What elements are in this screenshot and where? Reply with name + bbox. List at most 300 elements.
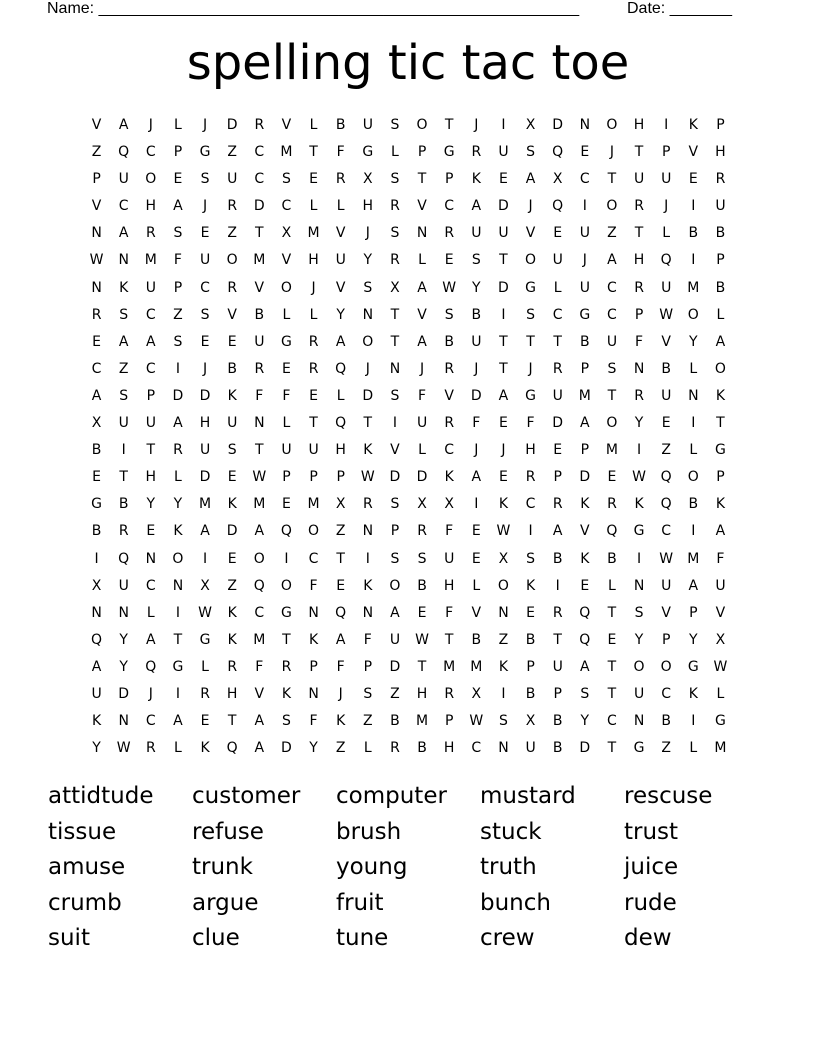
grid-letter: L bbox=[553, 279, 562, 296]
grid-letter: U bbox=[281, 442, 292, 459]
grid-letter: R bbox=[471, 144, 482, 161]
grid-letter: U bbox=[308, 442, 319, 459]
grid-letter: I bbox=[175, 360, 180, 377]
grid-letter: S bbox=[173, 225, 183, 242]
grid-letter: J bbox=[664, 198, 669, 215]
grid-letter: Z bbox=[607, 225, 617, 242]
word-list-item: tune bbox=[336, 925, 389, 951]
grid-letter: Z bbox=[227, 225, 237, 242]
grid-letter: X bbox=[417, 496, 427, 513]
grid-letter: R bbox=[444, 415, 455, 432]
grid-letter: T bbox=[499, 252, 508, 269]
grid-letter: Q bbox=[552, 198, 564, 215]
grid-letter: X bbox=[444, 496, 454, 513]
grid-letter: L bbox=[418, 252, 426, 269]
grid-letter: N bbox=[308, 685, 319, 702]
grid-letter: O bbox=[633, 658, 645, 675]
grid-letter: P bbox=[173, 144, 183, 161]
grid-letter: U bbox=[715, 198, 726, 215]
grid-letter: Z bbox=[335, 523, 346, 540]
grid-letter: D bbox=[579, 469, 591, 486]
grid-letter: I bbox=[501, 685, 506, 702]
grid-letter: R bbox=[308, 333, 319, 350]
grid-letter: H bbox=[199, 415, 211, 432]
grid-letter: O bbox=[280, 577, 292, 594]
grid-letter: R bbox=[200, 685, 210, 702]
grid-letter: Y bbox=[363, 252, 373, 269]
grid-letter: P bbox=[173, 279, 183, 296]
grid-letter: E bbox=[499, 415, 508, 432]
grid-letter: X bbox=[552, 171, 563, 188]
grid-letter: H bbox=[715, 144, 726, 161]
grid-letter: T bbox=[526, 333, 535, 350]
grid-letter: G bbox=[633, 523, 645, 540]
grid-letter: Z bbox=[227, 577, 237, 594]
grid-letter: U bbox=[199, 442, 211, 459]
word-list-item: argue bbox=[192, 889, 259, 916]
grid-letter: E bbox=[309, 387, 318, 404]
grid-letter: R bbox=[390, 198, 400, 215]
grid-letter: Y bbox=[92, 740, 101, 757]
grid-letter: M bbox=[687, 279, 700, 296]
grid-letter: F bbox=[255, 387, 264, 404]
grid-letter: E bbox=[444, 252, 454, 269]
grid-letter: I bbox=[501, 306, 506, 323]
grid-letter: I bbox=[664, 117, 669, 133]
grid-letter: C bbox=[607, 306, 617, 323]
grid-letter: L bbox=[336, 198, 345, 215]
grid-letter: G bbox=[687, 658, 699, 675]
grid-letter: L bbox=[174, 117, 182, 133]
word-list-item: young bbox=[336, 854, 408, 880]
grid-letter: B bbox=[688, 225, 699, 242]
grid-letter: B bbox=[580, 333, 590, 350]
grid-letter: B bbox=[552, 713, 563, 730]
grid-letter: T bbox=[553, 631, 562, 648]
grid-letter: Q bbox=[579, 604, 591, 621]
grid-letter: A bbox=[580, 658, 590, 675]
word-list-item: dew bbox=[624, 925, 672, 951]
grid-letter: T bbox=[119, 469, 128, 486]
grid-letter: X bbox=[91, 577, 102, 594]
grid-letter: V bbox=[661, 333, 671, 350]
grid-letter: D bbox=[389, 469, 401, 486]
grid-letter: L bbox=[716, 685, 725, 702]
grid-letter: E bbox=[471, 523, 481, 540]
grid-letter: P bbox=[553, 469, 562, 486]
grid-row bbox=[83, 518, 734, 545]
grid-letter: Z bbox=[390, 685, 400, 702]
grid-letter: U bbox=[389, 631, 401, 648]
grid-letter: E bbox=[282, 496, 291, 513]
grid-letter: E bbox=[146, 523, 156, 540]
grid-letter: C bbox=[444, 198, 455, 215]
grid-letter: Q bbox=[335, 360, 347, 377]
grid-letter: V bbox=[688, 144, 699, 161]
grid-letter: Y bbox=[472, 279, 481, 296]
grid-letter: K bbox=[715, 387, 726, 404]
grid-letter: K bbox=[634, 496, 644, 513]
grid-letter: I bbox=[691, 713, 696, 730]
grid-letter: U bbox=[145, 415, 156, 432]
grid-letter: E bbox=[200, 333, 210, 350]
grid-letter: P bbox=[309, 658, 318, 675]
grid-letter: J bbox=[338, 685, 343, 702]
grid-letter: F bbox=[526, 415, 535, 432]
grid-letter: D bbox=[470, 387, 482, 404]
grid-letter: C bbox=[661, 523, 672, 540]
grid-row bbox=[83, 437, 734, 464]
grid-letter: J bbox=[474, 360, 479, 377]
word-list-item: stuck bbox=[480, 818, 542, 845]
grid-letter: U bbox=[579, 279, 590, 296]
grid-letter: F bbox=[336, 658, 345, 675]
grid-letter: D bbox=[416, 469, 428, 486]
grid-letter: S bbox=[363, 279, 373, 296]
grid-letter: S bbox=[200, 306, 210, 323]
grid-letter: M bbox=[253, 252, 266, 269]
grid-letter: U bbox=[199, 252, 211, 269]
grid-letter: A bbox=[173, 415, 183, 432]
grid-letter: T bbox=[390, 306, 400, 323]
grid-letter: T bbox=[444, 631, 454, 648]
grid-letter: S bbox=[390, 387, 400, 404]
grid-letter: E bbox=[173, 171, 183, 188]
grid-letter: A bbox=[390, 604, 400, 621]
grid-letter: O bbox=[416, 117, 428, 133]
grid-letter: I bbox=[202, 550, 208, 567]
grid-letter: G bbox=[715, 442, 726, 459]
grid-letter: W bbox=[89, 252, 104, 269]
grid-letter: S bbox=[200, 171, 210, 188]
grid-letter: L bbox=[689, 740, 698, 757]
word-list-item: amuse bbox=[48, 854, 126, 880]
grid-letter: A bbox=[146, 631, 156, 648]
grid-letter: Z bbox=[661, 740, 671, 757]
grid-letter: P bbox=[580, 360, 590, 377]
grid-row bbox=[83, 383, 734, 410]
grid-letter: F bbox=[716, 550, 725, 567]
grid-letter: A bbox=[146, 333, 156, 350]
grid-letter: U bbox=[525, 740, 536, 757]
grid-letter: S bbox=[471, 252, 481, 269]
grid-letter: A bbox=[173, 713, 183, 730]
grid-letter: U bbox=[661, 577, 672, 594]
grid-letter: R bbox=[552, 360, 563, 377]
grid-letter: R bbox=[444, 360, 455, 377]
grid-letter: N bbox=[308, 604, 319, 621]
grid-letter: S bbox=[390, 550, 400, 567]
grid-letter: I bbox=[121, 442, 126, 459]
grid-letter: L bbox=[309, 198, 318, 215]
grid-letter: V bbox=[525, 225, 536, 242]
grid-letter: T bbox=[227, 713, 237, 730]
grid-letter: X bbox=[525, 117, 536, 133]
grid-letter: U bbox=[552, 252, 563, 269]
grid-letter: A bbox=[715, 523, 726, 540]
grid-letter: D bbox=[226, 523, 238, 540]
grid-letter: E bbox=[688, 171, 698, 188]
grid-letter: R bbox=[390, 740, 400, 757]
grid-row bbox=[83, 546, 734, 573]
grid-letter: B bbox=[525, 685, 536, 702]
grid-letter: R bbox=[552, 604, 563, 621]
word-list-item: fruit bbox=[336, 889, 384, 916]
grid-letter: E bbox=[282, 360, 291, 377]
grid-letter: P bbox=[146, 387, 156, 404]
grid-letter: U bbox=[362, 117, 373, 133]
grid-letter: U bbox=[416, 415, 428, 432]
grid-letter: C bbox=[145, 577, 156, 594]
name-field: Name: ______________________________________________________ bbox=[47, 0, 580, 17]
grid-letter: A bbox=[471, 469, 482, 486]
date-field: Date: _______ bbox=[627, 0, 732, 17]
grid-letter: A bbox=[471, 198, 482, 215]
grid-letter: I bbox=[175, 604, 180, 621]
grid-letter: L bbox=[662, 225, 671, 242]
grid-letter: L bbox=[282, 415, 291, 432]
grid-letter: K bbox=[119, 279, 129, 296]
grid-letter: C bbox=[607, 713, 617, 730]
grid-letter: K bbox=[363, 442, 373, 459]
grid-letter: F bbox=[363, 631, 372, 648]
grid-letter: R bbox=[227, 198, 238, 215]
grid-letter: I bbox=[691, 252, 696, 269]
grid-letter: V bbox=[227, 306, 237, 323]
grid-letter: J bbox=[528, 360, 533, 377]
grid-letter: A bbox=[688, 577, 699, 594]
grid-letter: D bbox=[226, 117, 238, 133]
grid-letter: U bbox=[118, 577, 129, 594]
grid-letter: B bbox=[390, 713, 400, 730]
grid-letter: C bbox=[661, 685, 672, 702]
grid-letter: R bbox=[281, 658, 292, 675]
grid-letter: O bbox=[714, 360, 726, 377]
grid-letter: J bbox=[311, 279, 316, 296]
grid-letter: M bbox=[578, 387, 591, 404]
grid-letter: A bbox=[118, 117, 129, 133]
grid-letter: J bbox=[474, 442, 479, 459]
grid-letter: H bbox=[525, 442, 536, 459]
grid-letter: O bbox=[497, 577, 509, 594]
word-list-item: crew bbox=[480, 925, 535, 951]
grid-letter: B bbox=[91, 523, 102, 540]
grid-letter: T bbox=[309, 415, 318, 432]
grid-letter: Q bbox=[145, 658, 157, 675]
grid-letter: C bbox=[91, 360, 102, 377]
grid-letter: D bbox=[362, 387, 374, 404]
grid-letter: R bbox=[417, 523, 427, 540]
grid-letter: H bbox=[416, 685, 428, 702]
grid-letter: Q bbox=[335, 415, 347, 432]
grid-letter: O bbox=[308, 523, 320, 540]
grid-letter: T bbox=[390, 333, 400, 350]
word-list-item: bunch bbox=[480, 889, 551, 916]
grid-letter: T bbox=[255, 225, 264, 242]
grid-letter: T bbox=[607, 171, 617, 188]
grid-letter: B bbox=[417, 577, 427, 594]
grid-letter: C bbox=[579, 171, 590, 188]
grid-letter: L bbox=[146, 604, 155, 621]
grid-letter: O bbox=[606, 198, 618, 215]
grid-letter: S bbox=[227, 442, 237, 459]
grid-letter: S bbox=[580, 685, 590, 702]
grid-letter: S bbox=[498, 713, 508, 730]
grid-letter: R bbox=[173, 442, 183, 459]
grid-row bbox=[83, 573, 734, 600]
word-search-grid bbox=[83, 112, 734, 762]
grid-letter: K bbox=[688, 685, 698, 702]
grid-letter: V bbox=[281, 117, 292, 133]
grid-letter: J bbox=[582, 252, 587, 269]
grid-letter: Y bbox=[309, 740, 318, 757]
grid-letter: M bbox=[470, 658, 483, 675]
grid-letter: P bbox=[689, 604, 698, 621]
grid-letter: S bbox=[119, 306, 129, 323]
grid-letter: I bbox=[392, 415, 397, 432]
grid-letter: L bbox=[363, 740, 372, 757]
grid-letter: K bbox=[471, 171, 481, 188]
word-list-item: computer bbox=[336, 783, 447, 809]
grid-letter: H bbox=[362, 198, 374, 215]
word-list-item: clue bbox=[192, 925, 240, 951]
grid-letter: N bbox=[362, 306, 374, 323]
grid-letter: T bbox=[417, 171, 427, 188]
grid-letter: A bbox=[200, 523, 210, 540]
grid-letter: D bbox=[118, 685, 130, 702]
grid-letter: B bbox=[715, 225, 726, 242]
grid-letter: K bbox=[227, 631, 237, 648]
grid-row bbox=[83, 681, 734, 708]
grid-letter: Z bbox=[498, 631, 509, 648]
grid-letter: B bbox=[525, 631, 536, 648]
grid-letter: E bbox=[553, 225, 563, 242]
grid-letter: E bbox=[227, 333, 237, 350]
grid-letter: V bbox=[444, 387, 454, 404]
grid-letter: Q bbox=[552, 144, 564, 161]
grid-letter: E bbox=[471, 550, 481, 567]
grid-letter: L bbox=[418, 442, 426, 459]
grid-letter: Q bbox=[660, 469, 672, 486]
word-list-item: trust bbox=[624, 818, 679, 845]
grid-letter: I bbox=[636, 442, 642, 459]
grid-letter: T bbox=[634, 225, 644, 242]
grid-letter: J bbox=[148, 117, 153, 133]
grid-letter: K bbox=[580, 550, 590, 567]
word-list-item: customer bbox=[192, 783, 301, 809]
grid-letter: M bbox=[416, 713, 429, 730]
grid-letter: Q bbox=[91, 631, 103, 648]
grid-letter: F bbox=[173, 252, 182, 269]
grid-letter: M bbox=[443, 658, 456, 675]
grid-letter: O bbox=[253, 550, 265, 567]
grid-letter: C bbox=[308, 550, 319, 567]
grid-letter: G bbox=[443, 144, 455, 161]
grid-letter: F bbox=[445, 604, 454, 621]
grid-letter: B bbox=[661, 360, 671, 377]
grid-letter: F bbox=[282, 387, 291, 404]
grid-letter: R bbox=[715, 171, 726, 188]
grid-letter: Z bbox=[363, 713, 373, 730]
grid-letter: O bbox=[226, 252, 238, 269]
grid-letter: S bbox=[390, 225, 400, 242]
grid-letter: S bbox=[281, 713, 291, 730]
grid-letter: J bbox=[419, 360, 425, 377]
grid-letter: E bbox=[553, 442, 563, 459]
word-list-item: tissue bbox=[48, 818, 117, 845]
grid-letter: O bbox=[389, 577, 401, 594]
grid-row bbox=[83, 735, 734, 762]
grid-letter: R bbox=[444, 225, 455, 242]
grid-letter: S bbox=[634, 604, 644, 621]
grid-letter: T bbox=[417, 658, 427, 675]
grid-letter: L bbox=[689, 360, 698, 377]
grid-letter: U bbox=[335, 252, 346, 269]
grid-letter: G bbox=[715, 713, 726, 730]
grid-letter: T bbox=[173, 631, 183, 648]
grid-letter: C bbox=[254, 144, 265, 161]
grid-letter: Z bbox=[173, 306, 183, 323]
grid-letter: E bbox=[200, 225, 210, 242]
grid-row bbox=[83, 464, 734, 491]
grid-letter: W bbox=[659, 306, 674, 323]
grid-letter: O bbox=[660, 658, 672, 675]
grid-row bbox=[83, 600, 734, 627]
grid-letter: K bbox=[91, 713, 102, 730]
grid-letter: T bbox=[634, 144, 644, 161]
grid-letter: T bbox=[607, 658, 617, 675]
grid-letter: O bbox=[280, 279, 292, 296]
grid-letter: T bbox=[607, 685, 617, 702]
grid-letter: N bbox=[633, 360, 645, 377]
grid-letter: C bbox=[471, 740, 482, 757]
grid-letter: C bbox=[525, 496, 536, 513]
grid-letter: J bbox=[365, 360, 370, 377]
grid-letter: T bbox=[255, 442, 264, 459]
grid-letter: J bbox=[501, 442, 506, 459]
grid-letter: U bbox=[471, 225, 482, 242]
grid-letter: R bbox=[145, 225, 156, 242]
grid-letter: H bbox=[335, 442, 346, 459]
grid-letter: R bbox=[525, 469, 536, 486]
grid-letter: K bbox=[281, 685, 292, 702]
grid-letter: U bbox=[498, 225, 509, 242]
grid-letter: E bbox=[92, 469, 101, 486]
grid-letter: T bbox=[607, 387, 617, 404]
grid-letter: C bbox=[254, 604, 265, 621]
grid-letter: B bbox=[552, 550, 563, 567]
grid-letter: M bbox=[253, 631, 266, 648]
grid-letter: X bbox=[498, 550, 509, 567]
grid-letter: P bbox=[336, 469, 345, 486]
grid-letter: N bbox=[172, 577, 184, 594]
grid-row bbox=[83, 193, 734, 220]
grid-letter: Q bbox=[579, 631, 591, 648]
grid-letter: T bbox=[336, 550, 345, 567]
grid-letter: A bbox=[254, 713, 265, 730]
grid-letter: B bbox=[715, 279, 726, 296]
grid-letter: L bbox=[174, 740, 182, 757]
grid-letter: W bbox=[442, 279, 457, 296]
grid-letter: T bbox=[607, 604, 617, 621]
grid-letter: G bbox=[91, 496, 102, 513]
grid-letter: E bbox=[499, 469, 508, 486]
grid-letter: C bbox=[552, 306, 563, 323]
grid-letter: R bbox=[227, 279, 238, 296]
grid-letter: Z bbox=[91, 144, 102, 161]
grid-row bbox=[83, 329, 734, 356]
grid-letter: D bbox=[389, 658, 401, 675]
